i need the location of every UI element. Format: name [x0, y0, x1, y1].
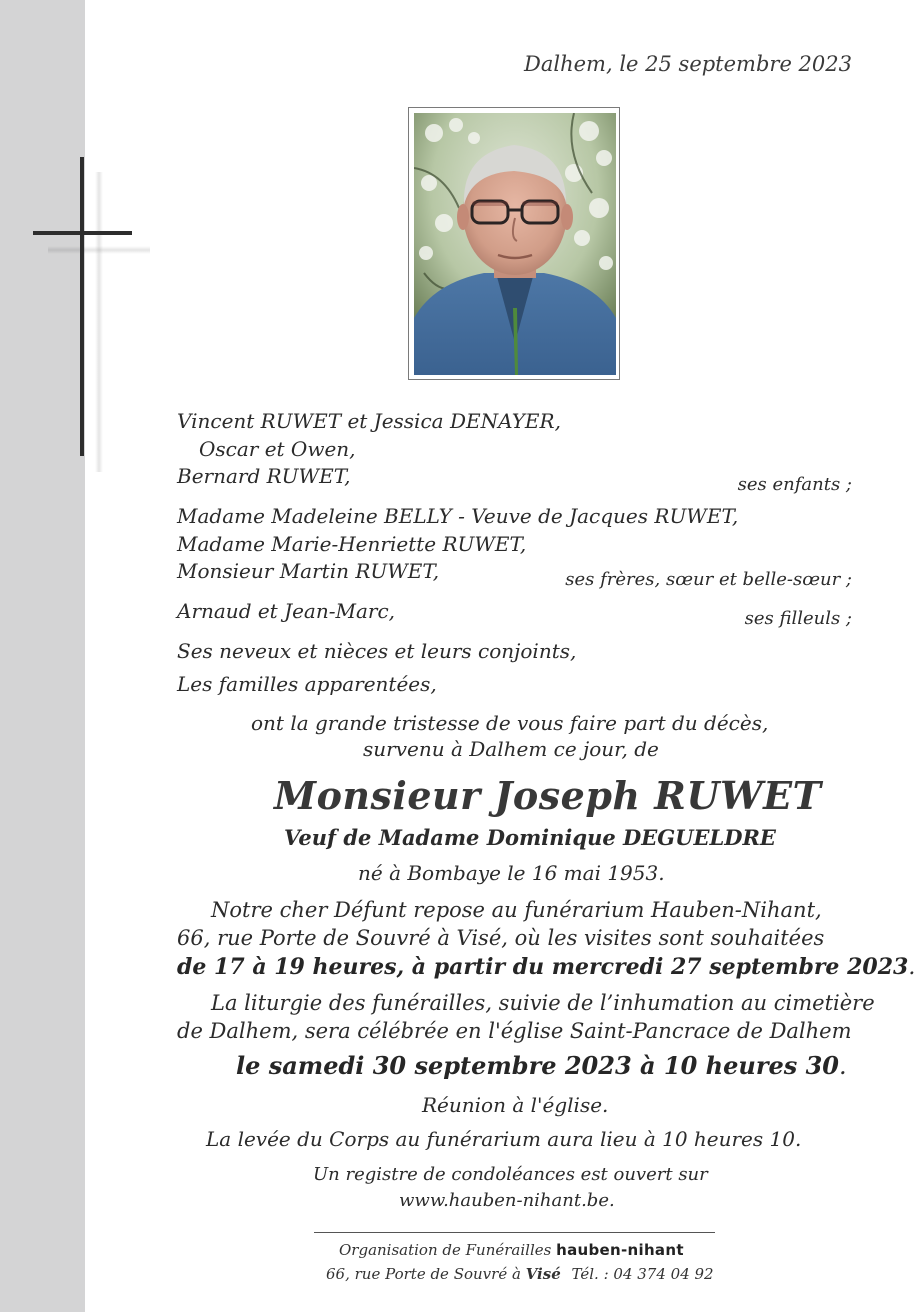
family-line: Madame Marie-Henriette RUWET, [177, 532, 527, 556]
funeral-line: de Dalhem, sera célébrée en l'église Saint-Pancrace de Dalhem [177, 1019, 852, 1043]
deceased-name: Monsieur Joseph RUWET [274, 773, 822, 818]
visitation-hours [177, 954, 915, 980]
relation-label: ses frères, sœur et belle-sœur ; [565, 569, 852, 590]
family-line: Vincent RUWET et Jessica DENAYER, [177, 409, 561, 433]
footer-organisation [339, 1241, 684, 1259]
visitation-hours-bold: de 17 à 19 heures, à partir du mercredi 27 septembre 2023 [177, 954, 909, 980]
family-line: Monsieur Martin RUWET, [177, 559, 440, 583]
register-url: www.hauben-nihant.be. [399, 1190, 615, 1211]
birth-line: né à Bombaye le 16 mai 1953. [358, 861, 665, 885]
meeting-line: Réunion à l'église. [422, 1093, 609, 1117]
family-line: Oscar et Owen, [199, 437, 356, 461]
portrait-photo [414, 113, 616, 375]
footer-org-prefix: Organisation de Funérailles [339, 1241, 552, 1259]
footer-divider [314, 1232, 715, 1233]
widower-line: Veuf de Madame Dominique DEGUELDRE [284, 825, 776, 850]
announcement-line: survenu à Dalhem ce jour, de [363, 737, 659, 761]
footer-phone: Tél. : 04 374 04 92 [571, 1265, 714, 1283]
date-line: Dalhem, le 25 septembre 2023 [524, 52, 852, 76]
visitation-line: Notre cher Défunt repose au funérarium Hauben-Nihant, [211, 898, 822, 922]
cross-icon [33, 231, 132, 235]
levee-line: La levée du Corps au funérarium aura lieu à 10 heures 10. [206, 1127, 802, 1151]
register-line: Un registre de condoléances est ouvert sur [313, 1164, 708, 1185]
relation-label: ses enfants ; [737, 474, 852, 495]
relation-label: ses filleuls ; [744, 608, 852, 629]
cross-shadow [48, 246, 150, 254]
funeral-line: La liturgie des funérailles, suivie de l’inhumation au cimetière [211, 991, 875, 1015]
cross-icon [80, 157, 84, 456]
family-line: Bernard RUWET, [177, 464, 351, 488]
funeral-date-end: . [839, 1052, 847, 1080]
visitation-hours-end: . [908, 955, 916, 980]
family-line: Ses neveux et nièces et leurs conjoints, [177, 639, 577, 663]
footer-address [326, 1265, 714, 1283]
visitation-line: 66, rue Porte de Souvré à Visé, où les visites sont souhaitées [177, 926, 825, 950]
announcement-line: ont la grande tristesse de vous faire part du décès, [251, 711, 769, 735]
footer-address-prefix: 66, rue Porte de Souvré à [326, 1265, 521, 1283]
left-gray-band [0, 0, 85, 1312]
footer-city: Visé [525, 1265, 561, 1283]
funeral-home-logo: hauben-nihant [556, 1241, 684, 1259]
cross-shadow [95, 172, 103, 472]
funeral-date [236, 1051, 847, 1080]
family-line: Arnaud et Jean-Marc, [177, 599, 396, 623]
funeral-date-bold: le samedi 30 septembre 2023 à 10 heures 30 [236, 1051, 839, 1080]
family-line: Les familles apparentées, [177, 672, 437, 696]
family-line: Madame Madeleine BELLY - Veuve de Jacques RUWET, [177, 504, 739, 528]
